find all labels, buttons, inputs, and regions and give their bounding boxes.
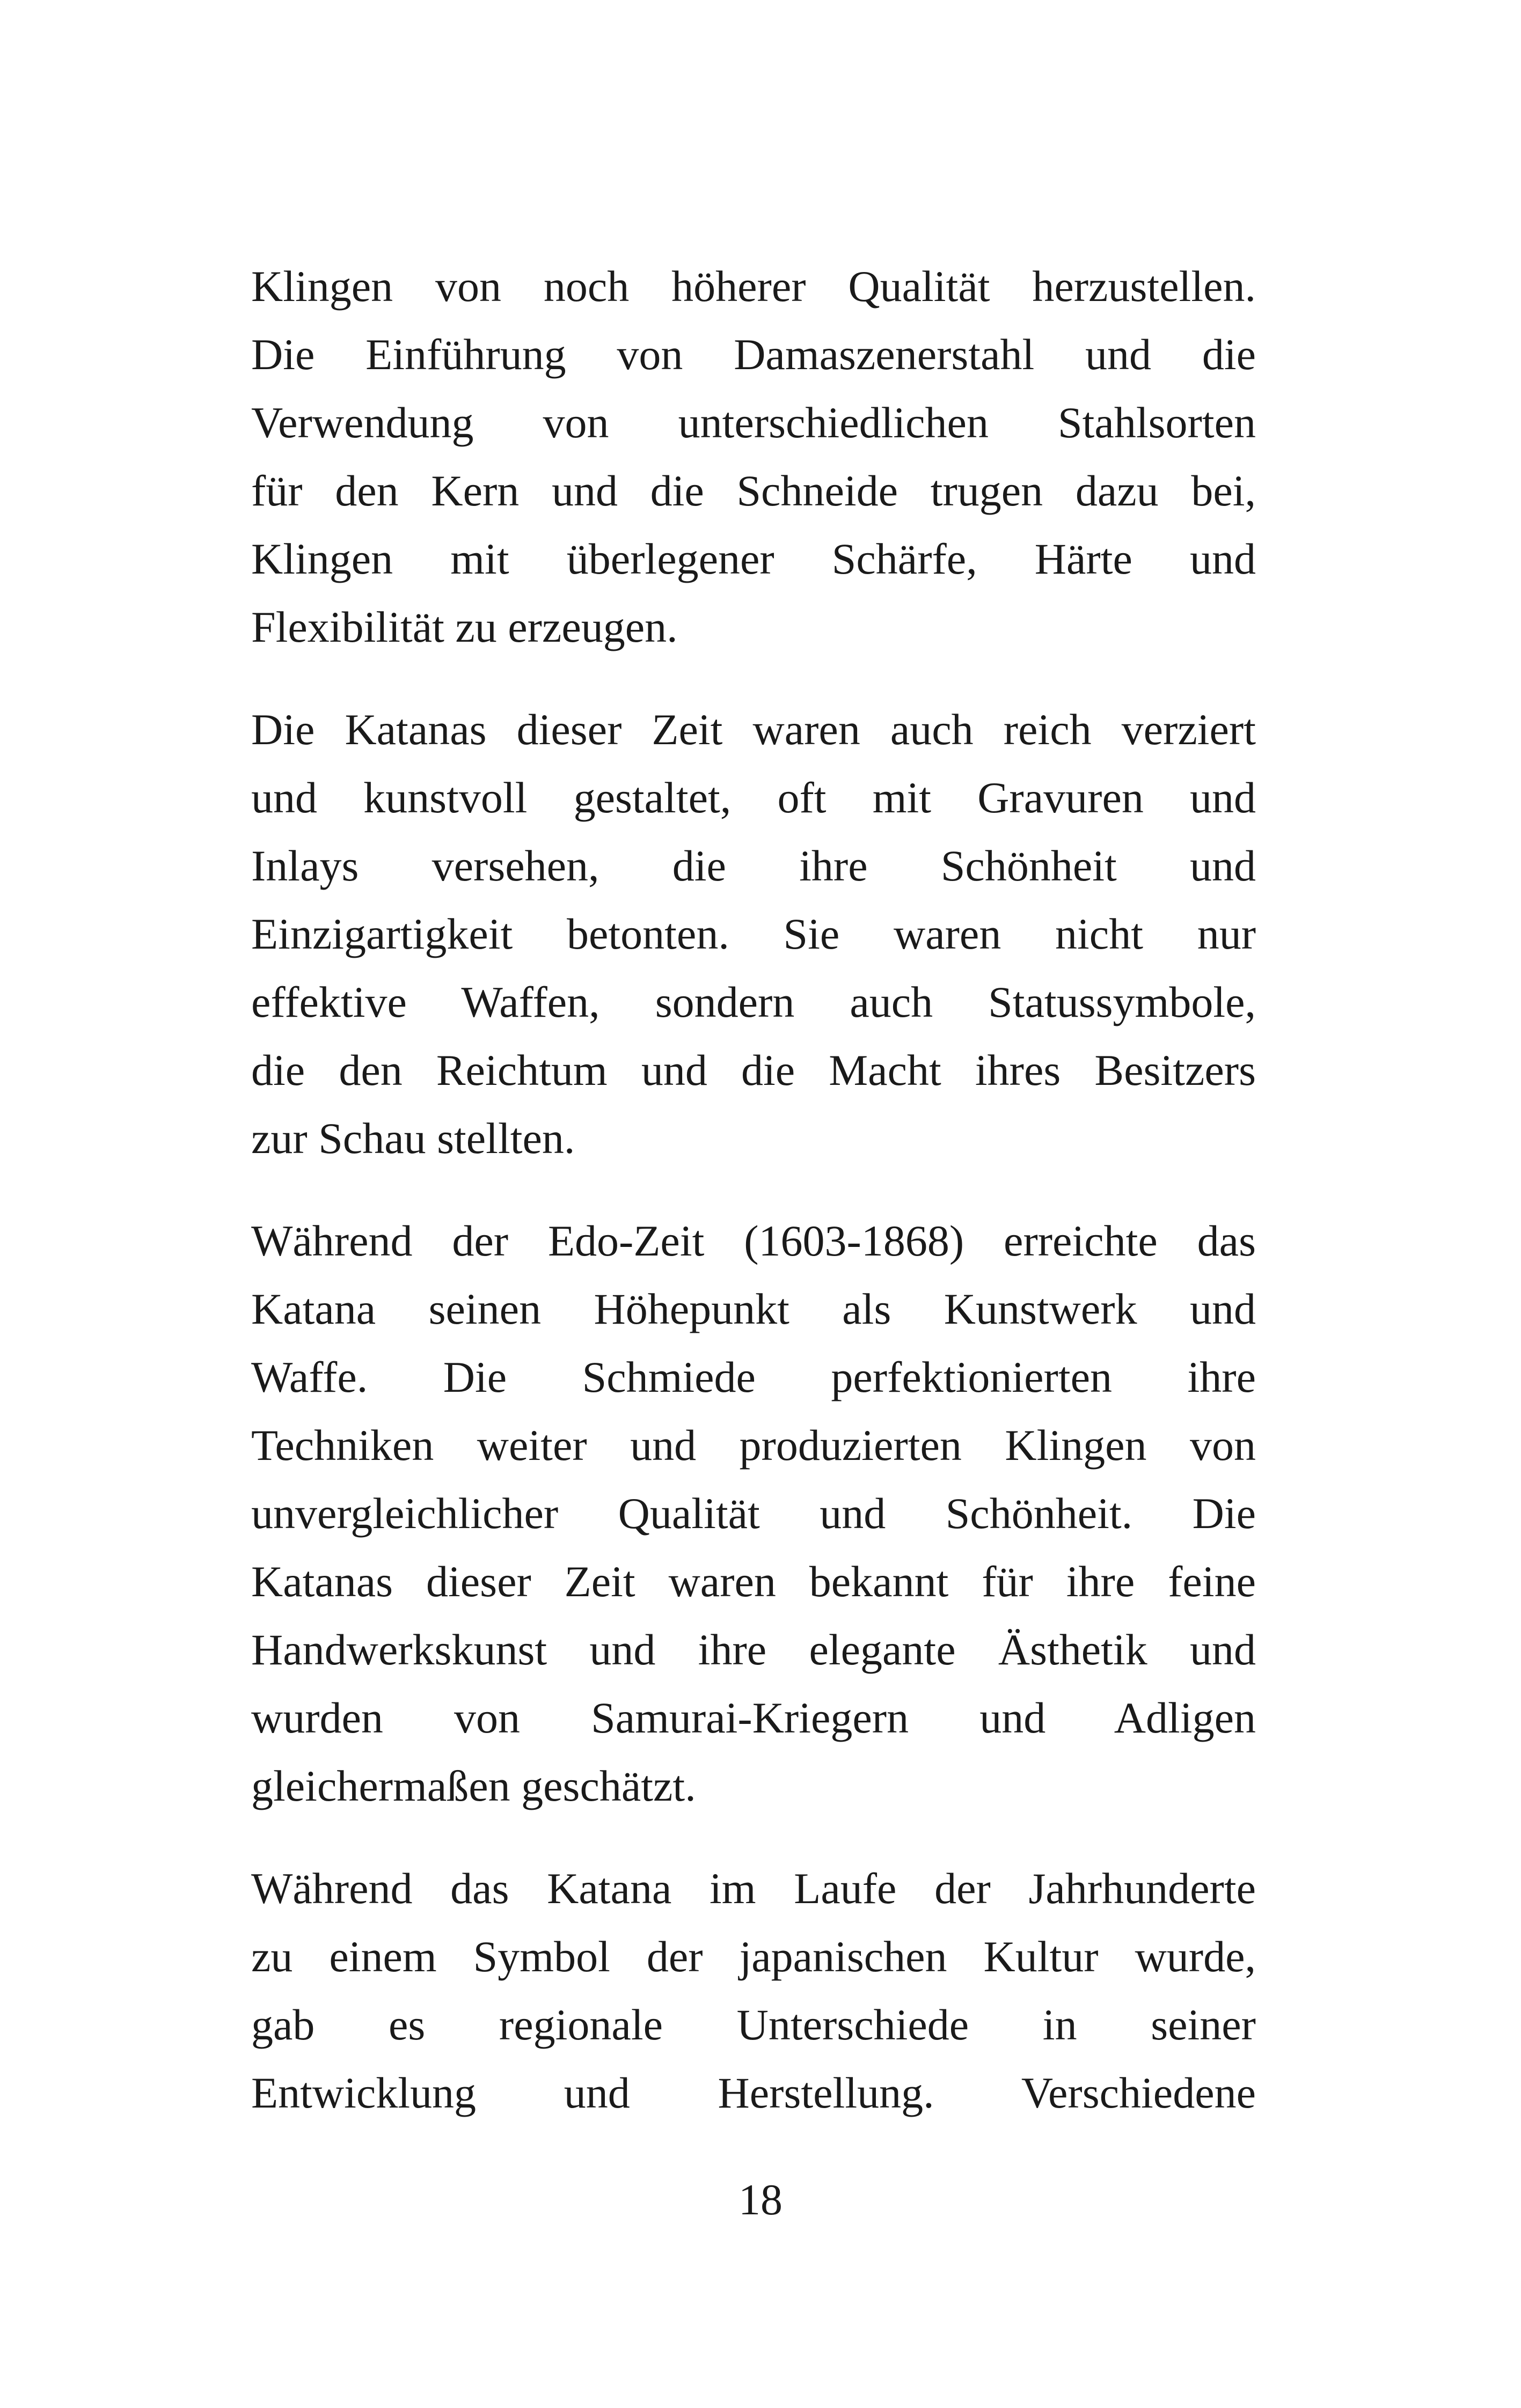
text-line: Flexibilität zu erzeugen. xyxy=(251,603,678,651)
text-line: Entwicklung und Herstellung. Verschiedene xyxy=(251,2068,1256,2117)
text-line: Verwendung von unterschiedlichen Stahlsorten xyxy=(251,398,1256,447)
text-line: Inlays versehen, die ihre Schönheit und xyxy=(251,841,1256,890)
text-line: für den Kern und die Schneide trugen dazu bei, xyxy=(251,466,1256,515)
paragraph-4 xyxy=(251,1854,1256,2127)
text-line: wurden von Samurai-Kriegern und Adligen xyxy=(251,1693,1256,1742)
text-line: zur Schau stellten. xyxy=(251,1114,575,1163)
body-text xyxy=(251,252,1256,2161)
text-line: effektive Waffen, sondern auch Statussymbole, xyxy=(251,978,1256,1026)
text-line: gleichermaßen geschätzt. xyxy=(251,1761,696,1810)
text-line: Katana seinen Höhepunkt als Kunstwerk und xyxy=(251,1284,1256,1333)
text-line: die den Reichtum und die Macht ihres Besitzers xyxy=(251,1046,1256,1095)
text-line: Die Einführung von Damaszenerstahl und die xyxy=(251,330,1256,379)
paragraph-2 xyxy=(251,695,1256,1172)
text-line: gab es regionale Unterschiede in seiner xyxy=(251,2000,1256,2049)
text-line: Die Katanas dieser Zeit waren auch reich verziert xyxy=(251,705,1256,754)
text-line: und kunstvoll gestaltet, oft mit Gravuren und xyxy=(251,773,1256,822)
text-line: unvergleichlicher Qualität und Schönheit. Die xyxy=(251,1489,1256,1538)
text-line: Einzigartigkeit betonten. Sie waren nicht nur xyxy=(251,909,1256,958)
text-line: Handwerkskunst und ihre elegante Ästhetik und xyxy=(251,1625,1256,1674)
paragraph-1 xyxy=(251,252,1256,661)
text-line: Klingen mit überlegener Schärfe, Härte und xyxy=(251,534,1256,583)
paragraph-3 xyxy=(251,1207,1256,1820)
page-number: 18 xyxy=(738,2175,783,2224)
text-line: Während das Katana im Laufe der Jahrhunderte xyxy=(251,1864,1256,1913)
text-line: Katanas dieser Zeit waren bekannt für ihre feine xyxy=(251,1557,1256,1606)
text-line: Waffe. Die Schmiede perfektionierten ihre xyxy=(251,1353,1256,1401)
text-line: zu einem Symbol der japanischen Kultur wurde, xyxy=(251,1932,1256,1981)
text-line: Techniken weiter und produzierten Klingen von xyxy=(251,1421,1256,1470)
text-line: Klingen von noch höherer Qualität herzustellen. xyxy=(251,262,1256,311)
text-line: Während der Edo-Zeit (1603-1868) erreichte das xyxy=(251,1216,1256,1265)
